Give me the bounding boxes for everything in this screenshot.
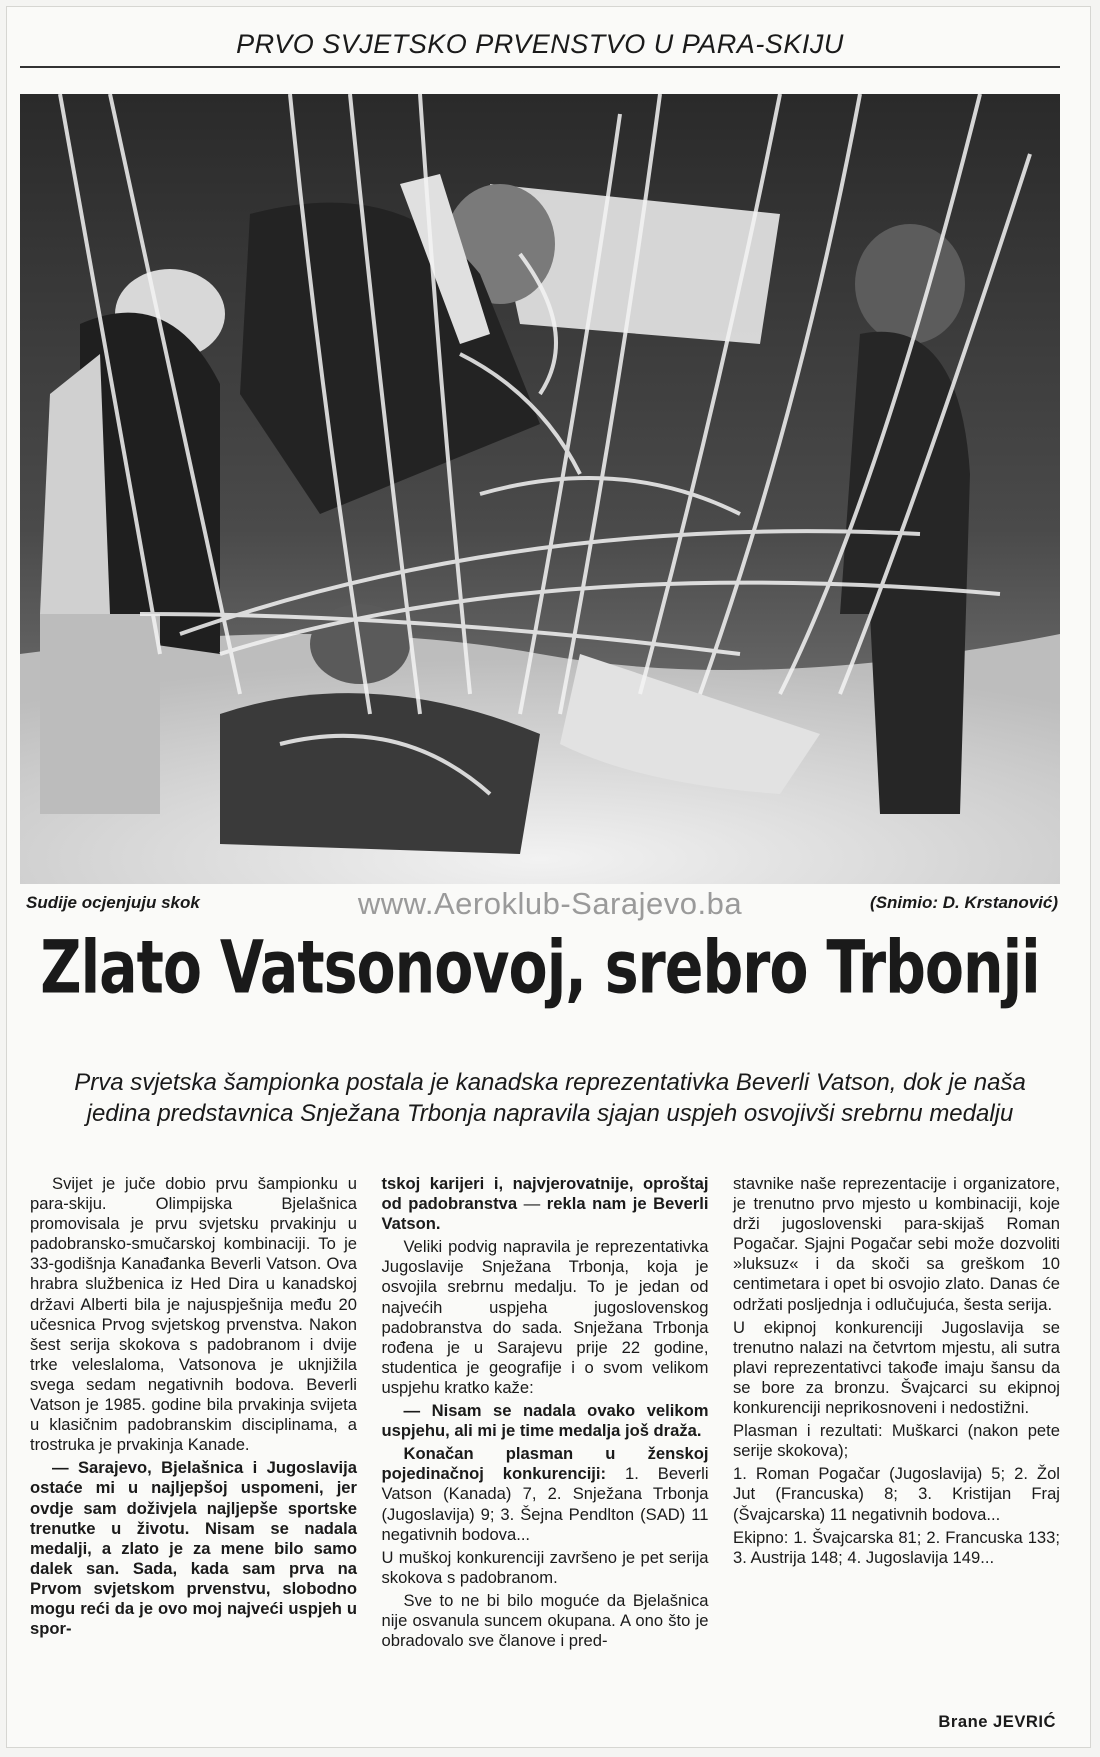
paragraph: Veliki podvig napravila je reprezentativka Jugoslavije Snježana Trbonja, koja je osvojila srebrnu medalju. To je jedan od najvećih uspjeha jugoslovenskog padobranstva do sada. Snježana Trbonja rođena je u Sarajevu prije 22 godine, studentica je geografije i o svom velikom uspjehu kratko kaže: <box>381 1237 709 1397</box>
paragraph: U muškoj konkurenciji završeno je pet serija skokova s padobranom. <box>381 1547 709 1587</box>
dash: — <box>517 1194 547 1214</box>
paragraph <box>382 1174 709 1234</box>
paragraph: stavnike naše reprezentacije i organizatore, je trenutno prvo mjesto u kombinaciji, koje drži jugoslovenski para-skijaš Roman Pogačar. Sjajni Pogačar sebi može dozvoliti »luksuz« i da skoči sa greškom 10 centimetara i opet bi osvojio zlato. Danas će održati posljednja i odlučujuća, šesta serija. <box>733 1174 1060 1314</box>
paragraph: 1. Roman Pogačar (Jugoslavija) 5; 2. Žol Jut (Francuska) 8; 3. Kristijan Fraj (Švajcarska) 11 negativnih bodova... <box>733 1464 1060 1524</box>
lead-paragraph: Prva svjetska šampionka postala je kanadska reprezentativka Beverli Vatson, dok je naša jedina predstavnica Snježana Trbonja napravila sjajan uspjeh osvojivši srebrnu medalju <box>74 1069 1026 1127</box>
paragraph: Sve to ne bi bilo moguće da Bjelašnica nije osvanula suncem okupana. A ono što je obradovalo sve članove i pred- <box>381 1590 709 1651</box>
article-photo <box>20 94 1060 884</box>
results-text: 1. Beverli Vatson (Kanada) 7, 2. Snježana Trbonja (Jugoslavija) 9; 3. Šejna Pendlton (SAD) 11 negativnih bodova... <box>381 1464 709 1544</box>
quote-bold: — Sarajevo, Bjelašnica i Jugoslavija ostaće mi u najljepšoj uspomeni, jer ovdje sam doživjela najljepše sportske trenutke u životu. Nisam se nadala medalji, a zlato je za mene bilo samo dalek san. Sada, kada sam prva na Prvom svjetskom prvenstvu, slobodno mogu reći da je ovo moj najveći uspjeh u spor- <box>30 1458 357 1639</box>
quote-bold: rekla nam je <box>546 1194 654 1214</box>
photo-credit: (Snimio: D. Krstanović) <box>870 893 1058 912</box>
photo-caption: Sudije ocjenjuju skok <box>26 893 200 912</box>
column-2 <box>382 1174 709 1704</box>
paragraph <box>382 1444 709 1544</box>
section-title: PRVO SVJETSKO PRVENSTVO U PARA-SKIJU <box>20 22 1060 68</box>
headline: Zlato Vatsonovoj, srebro Trbonji <box>40 926 1040 1011</box>
author-byline: Brane JEVRIĆ <box>938 1712 1056 1731</box>
quote-bold: — Nisam se nadala ovako velikom uspjehu, ali mi je time medalja još draža. <box>381 1401 709 1441</box>
quote-bold: Beverli Vatson. <box>381 1194 709 1234</box>
paragraph: Plasman i rezultati: Muškarci (nakon pete serije skokova); <box>733 1421 1060 1461</box>
photo-parachutists-judges <box>20 94 1060 884</box>
paragraph: Svijet je juče dobio prvu šampionku u para-skiju. Olimpijska Bjelašnica promovisala je prvu svjetsku prvakinju u padobransko-smučarskoj kombinaciji. To je 33-godišnja Kanađanka Beverli Vatson. Ova hrabra službenica iz Hed Dira u kanadskoj državi Alberti bila je najuspješnija među 20 učesnica Prvog svjetskog prvenstva. Nakon šest serija skokova s padobranom i dvije trke veleslaloma, Vatsonova je uknjižila svega sedam negativnih bodova. Beverli Vatson je 1985. godine bila prvakinja svijeta u klasičnim padobranskim disciplinama, a trostruka je prvakinja Kanade. <box>30 1174 357 1455</box>
results-heading: Konačan plasman u ženskoj pojedinačnoj konkurenciji: <box>381 1444 709 1484</box>
paragraph <box>382 1401 709 1441</box>
article-columns <box>30 1174 1060 1704</box>
paragraph: U ekipnoj konkurenciji Jugoslavija se trenutno nalazi na četvrtom mjestu, ali sutra plavi reprezentativci takođe imaju šansu da se bore za bronzu. Švajcarci su ekipnoj konkurenciji neprikosnoveni i nedostižni. <box>733 1317 1060 1418</box>
paragraph: Ekipno: 1. Švajcarska 81; 2. Francuska 133; 3. Austrija 148; 4. Jugoslavija 149... <box>733 1527 1060 1567</box>
column-3 <box>733 1174 1060 1704</box>
column-1 <box>30 1174 357 1704</box>
watermark: www.Aeroklub-Sarajevo.ba <box>357 886 743 921</box>
quote-bold: tskoj karijeri i, najvjerovatnije, oproštaj od padobranstva <box>381 1174 709 1214</box>
paragraph <box>30 1458 357 1639</box>
